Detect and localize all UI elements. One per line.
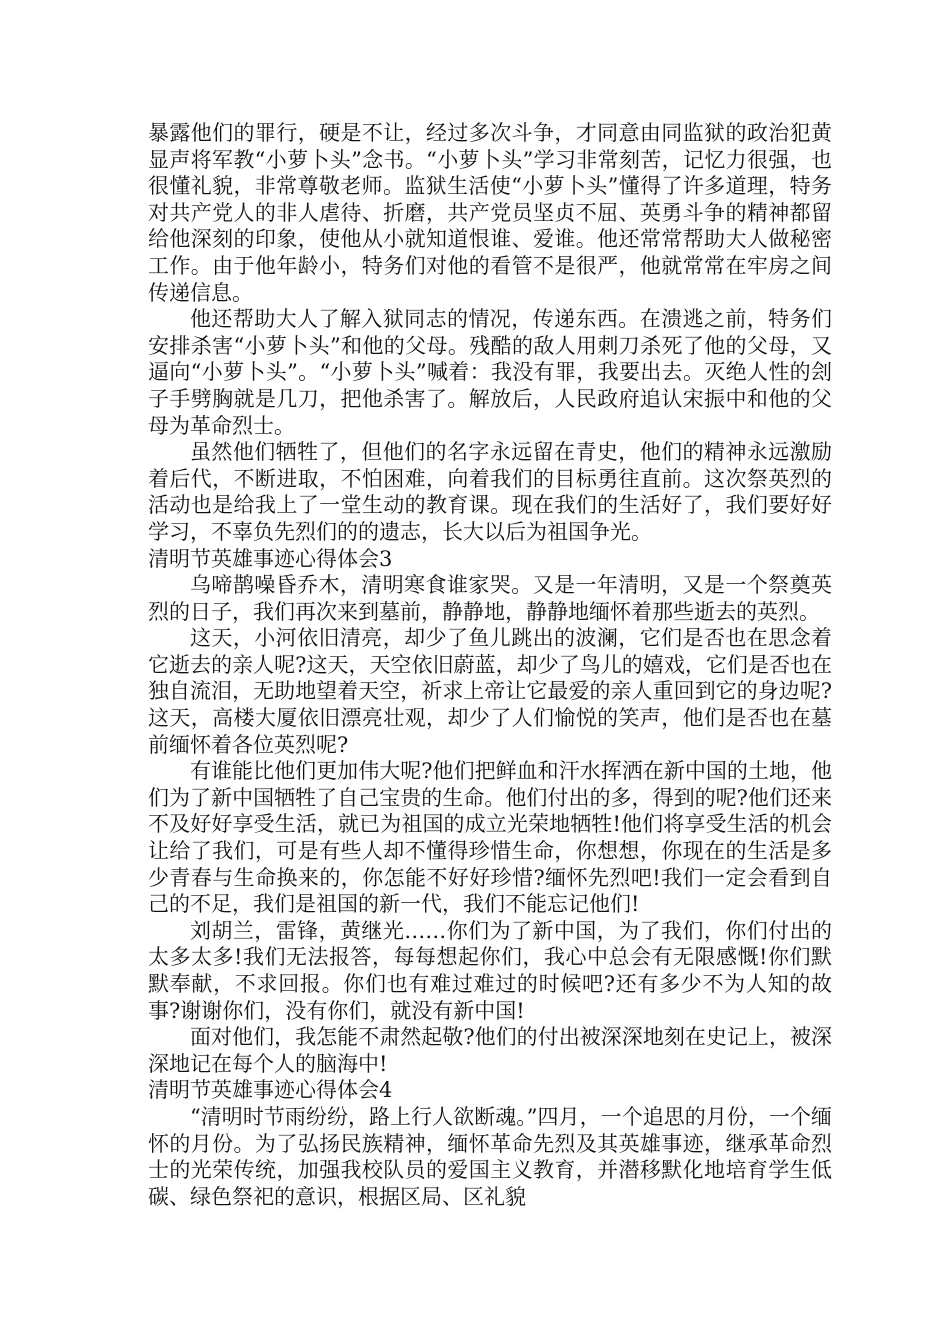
paragraph: 刘胡兰，雷锋，黄继光……你们为了新中国，为了我们，你们付出的太多太多!我们无法报答，每每想起你们，我心中总会有无限感慨!你们默默奉献，不求回报。你们也有难过难过的时候吧?还有多少不为人知的故事?谢谢你们，没有你们，就没有新中国! [148, 918, 832, 1023]
paragraph: 虽然他们牺牲了，但他们的名字永远留在青史，他们的精神永远激励着后代，不断进取，不怕困难，向着我们的目标勇往直前。这次祭英烈的活动也是给我上了一堂生动的教育课。现在我们的生活好了，我们要好好学习，不辜负先烈们的的遗志，长大以后为祖国争光。 [148, 440, 832, 544]
paragraph-continuation: 暴露他们的罪行，硬是不让，经过多次斗争，才同意由同监狱的政治犯黄显声将军教“小萝卜头”念书。“小萝卜头”学习非常刻苦，记忆力很强，也很懂礼貌，非常尊敬老师。监狱生活使“小萝卜头”懂得了许多道理，特务对共产党人的非人虐待、折磨，共产党员坚贞不屈、英勇斗争的精神都留给他深刻的印象，使他从小就知道恨谁、爱谁。他还常常帮助大人做秘密工作。由于他年龄小，特务们对他的看管不是很严，他就常常在牢房之间传递信息。 [148, 121, 832, 305]
paragraph: 他还帮助大人了解入狱同志的情况，传递东西。在溃逃之前，特务们安排杀害“小萝卜头”和他的父母。残酷的敌人用刺刀杀死了他的父母，又逼向“小萝卜头”。“小萝卜头”喊着：我没有罪，我要出去。灭绝人性的刽子手劈胸就是几刀，把他杀害了。解放后，人民政府追认宋振中和他的父母为革命烈士。 [148, 307, 832, 438]
paragraph: “清明时节雨纷纷，路上行人欲断魂。”四月，一个追思的月份，一个缅怀的月份。为了弘扬民族精神，缅怀革命先烈及其英雄事迹，继承革命烈士的光荣传统，加强我校队员的爱国主义教育，并潜移默化地培育学生低碳、绿色祭祀的意识，根据区局、区礼貌 [148, 1104, 832, 1209]
paragraph: 面对他们，我怎能不肃然起敬?他们的付出被深深地刻在史记上，被深深地记在每个人的脑海中! [148, 1025, 832, 1076]
section-heading: 清明节英雄事迹心得体会3 [148, 546, 393, 571]
document-page [148, 120, 832, 1210]
section-heading: 清明节英雄事迹心得体会4 [148, 1078, 393, 1103]
paragraph: 这天，小河依旧清亮，却少了鱼儿跳出的波澜，它们是否也在思念着它逝去的亲人呢?这天，天空依旧蔚蓝，却少了鸟儿的嬉戏，它们是否也在独自流泪，无助地望着天空，祈求上帝让它最爱的亲人重回到它的身边呢?这天，高楼大厦依旧漂亮壮观，却少了人们愉悦的笑声，他们是否也在墓前缅怀着各位英烈呢? [148, 626, 832, 757]
paragraph: 有谁能比他们更加伟大呢?他们把鲜血和汗水挥洒在新中国的土地，他们为了新中国牺牲了自己宝贵的生命。他们付出的多，得到的呢?他们还来不及好好享受生活，就已为祖国的成立光荣地牺牲!他们将享受生活的机会让给了我们，可是有些人却不懂得珍惜生命，你想想，你现在的生活是多少青春与生命换来的，你怎能不好好珍惜?缅怀先烈吧!我们一定会看到自己的不足，我们是祖国的新一代，我们不能忘记他们! [148, 759, 832, 917]
paragraph: 乌啼鹊噪昏乔木，清明寒食谁家哭。又是一年清明，又是一个祭奠英烈的日子，我们再次来到墓前，静静地，静静地缅怀着那些逝去的英烈。 [148, 573, 832, 624]
